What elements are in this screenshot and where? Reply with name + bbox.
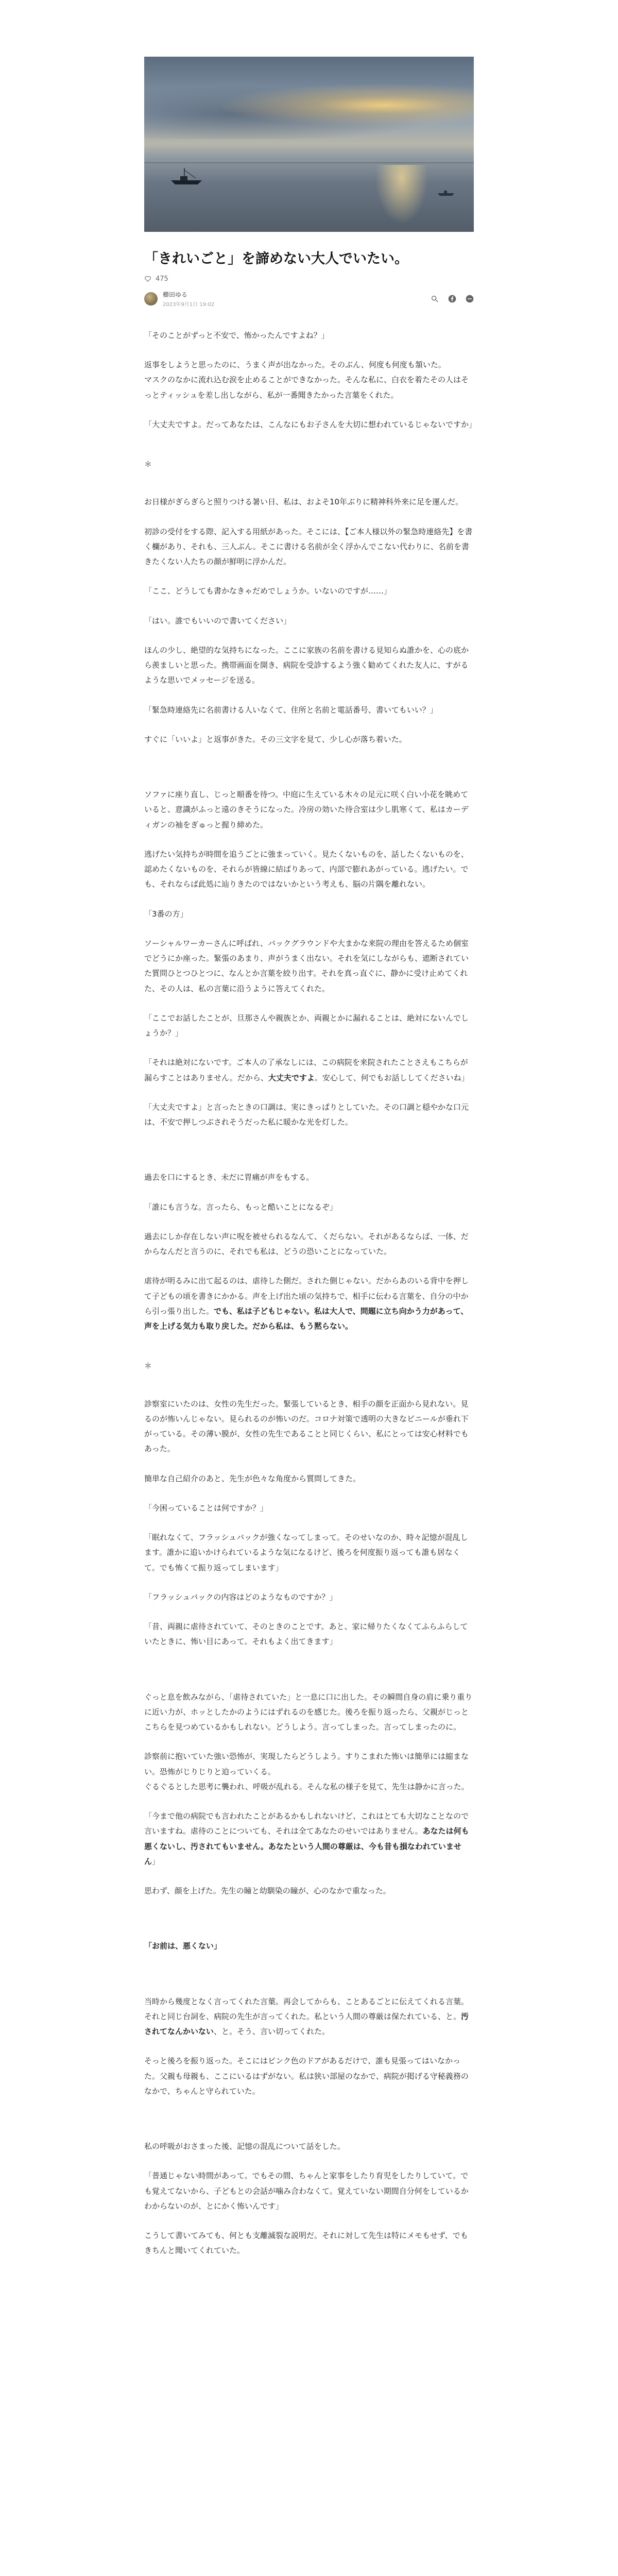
- article-paragraph: 初診の受付をする際、記入する用紙があった。そこには、【ご本人様以外の緊急時連絡先】を書く欄があり、それも、三人ぶん。そこに書ける名前が全く浮かんでこない代わりに、名前を書きたくない人たちの顔が鮮明に浮かんだ。: [144, 527, 473, 567]
- article-paragraph: 「ここ、どうしても書かなきゃだめでしょうか。いないのですが……」: [144, 586, 392, 596]
- article-paragraph: こうして書いてみても、何とも支離滅裂な説明だ。それに対して先生は特にメモもせず、でもきちんと聞いてくれていた。: [144, 2231, 468, 2256]
- like-count: 475: [156, 275, 168, 283]
- article-column: [144, 0, 477, 2259]
- emphasized-text: 「お前は、悪くない」: [144, 1941, 222, 1951]
- article-paragraph: 「3番の方」: [144, 909, 188, 919]
- article-paragraph: ほんの少し、絶望的な気持ちになった。ここに家族の名前を書ける見知らぬ誰かを、心の底から羨ましいと思った。携帯画面を開き、病院を受診するよう強く勧めてくれた友人に、すがるような思いでメッセージを送る。: [144, 645, 469, 685]
- author-block[interactable]: [144, 290, 214, 308]
- article-paragraph: 過去にしか存在しない声に呪を被せられるなんて、くだらない。それがあるならば、一体、だからなんだと言うのに、それでも私は、どうの恐いことになっていた。: [144, 1231, 469, 1257]
- heart-outline-icon[interactable]: [144, 275, 151, 282]
- article-paragraph: ソファに座り直し、じっと順番を待つ。中庭に生えている木々の足元に咲く白い小花を眺めていると、意識がふっと遠のきそうになった。冷房の効いた待合室は少し肌寒くて、私はカーディガンの袖をぎゅっと握り締めた。: [144, 790, 469, 829]
- article-paragraph: 「今まで他の病院でも言われたことがあるかもしれないけど、これはとても大切なことなので言いますね。虐待のことについても、それは全てあなたのせいではありません。あなたは何も悪くないし、汚されてもいません。あなたという人間の尊厳は、今も昔も損なわれていません」: [144, 1811, 469, 1866]
- share-icons: [431, 295, 474, 303]
- article-paragraph: 「大丈夫ですよ」と言ったときの口調は、実にきっぱりとしていた。その口調と穏やかな口元は、不安で押しつぶされそうだった私に暖かな光を灯した。: [144, 1102, 469, 1127]
- article-paragraph: 「普通じゃない時間があって。でもその間、ちゃんと家事をしたり育児をしたりしていて。でも覚えてないから、子どもとの会話が噛み合わなくて。覚えていない期間自分何をしているかわからないのが、とにかく怖いんです」: [144, 2171, 469, 2211]
- article-paragraph: 「それは絶対にないです。ご本人の了承なしには、この病院を来院されたことさえもこちらが漏らすことはありません。だから、大丈夫ですよ。安心して、何でもお話ししてくださいね」: [144, 1058, 469, 1082]
- like-row: [144, 275, 474, 283]
- article-title: 「きれいごと」を諦めない大人でいたい。: [144, 251, 408, 267]
- article-paragraph: 「そのことがずっと不安で、怖かったんですよね？」: [144, 330, 329, 340]
- article-paragraph: 「ここでお話したことが、旦那さんや親族とか、両親とかに漏れることは、絶対にないんでしょうか？」: [144, 1013, 469, 1038]
- article-paragraph: 「フラッシュバックの内容はどのようなものですか？」: [144, 1592, 337, 1602]
- sky-clouds: [144, 77, 474, 139]
- section-divider: ＊: [144, 460, 152, 469]
- emphasized-text: 汚されてなんかいない: [144, 2011, 469, 2037]
- emphasized-text: あなたは何も悪くないし、汚されてもいません。あなたという人間の尊厳は、今も昔も損なわれていません: [144, 1826, 469, 1866]
- section-divider: ＊: [144, 1361, 152, 1371]
- article-paragraph: 診察室にいたのは、女性の先生だった。緊張しているとき、相手の顔を正面から見れない。見るのが怖いんじゃない。見られるのが怖いのだ。コロナ対策で透明の大きなビニールが垂れ下がっている。その薄い膜が、女性の先生であることと同じくらい、私にとっては安心材料でもあった。: [144, 1399, 469, 1454]
- article-paragraph: 逃げたい気持ちが時間を追うごとに強まっていく。見たくないものを、話したくないものを、認めたくないものを、それらが皆線に結ばりあって、内部で膨れあがっている。逃げたい。でも、それならば此処に辿りきたのではないかという考えも、脳の片隅を離れない。: [144, 849, 469, 889]
- article-paragraph: 「眠れなくて、フラッシュバックが強くなってしまって。そのせいなのか、時々記憶が混乱します。誰かに追いかけられているような気になるけど、後ろを何度振り返っても誰も居なくて。でも怖くて振り返ってしまいます」: [144, 1533, 468, 1572]
- share-link-icon[interactable]: [466, 295, 474, 303]
- article-paragraph: すぐに「いいよ」と返事がきた。その三文字を見て、少し心が落ち着いた。: [144, 734, 407, 744]
- article-paragraph: 「昔、両親に虐待されていて、そのときのことです。あと、家に帰りたくなくてふらふらしていたときに、怖い目にあって。それもよく出てきます」: [144, 1622, 468, 1647]
- article-paragraph: そっと後ろを振り返った。そこにはピンク色のドアがあるだけで、誰も見張ってはいなかった。父親も母親も、ここにいるはずがない。私は狭い部屋のなかで、病院が掲げる守秘義務のなかで、ちゃんと守られていた。: [144, 2056, 469, 2096]
- article-paragraph: ソーシャルワーカーさんに呼ばれ、バックグラウンドや大まかな来院の理由を答えるため個室でどうにか座った。緊張のあまり、声がうまく出ない。それを気にしながらも、遮断されていた質問ひとつひとつに、なんとか言葉を絞り出す。それを真っ直ぐに、静かに受け止めてくれた、その人は、私の言葉に沿うように答えてくれた。: [144, 938, 469, 993]
- search-icon[interactable]: [431, 295, 439, 303]
- article-paragraph: お日様がぎらぎらと照りつける暑い日、私は、およそ10年ぶりに精神科外来に足を運んだ。: [144, 497, 464, 507]
- fishing-boat-icon: [169, 167, 205, 188]
- article-paragraph: 返事をしようと思ったのに、うまく声が出なかった。そのぶん、何度も何度も頷いた。 マスクのなかに流れ込む涙を止めることができなかった。そんな私に、白衣を着たその人はそっとティッシュを差し出しながら、私が一番聞きたかった言葉をくれた。: [144, 360, 469, 400]
- avatar[interactable]: [144, 292, 158, 306]
- article-paragraph: [144, 1939, 474, 1954]
- article-paragraph: 「大丈夫ですよ。だってあなたは、こんなにもお子さんを大切に想われているじゃないですか」: [144, 419, 477, 429]
- author-name[interactable]: 櫛田ゆる: [163, 291, 188, 298]
- header-image: [144, 57, 474, 232]
- author-row: [144, 290, 474, 308]
- article-paragraph: ぐっと息を飲みながら、「虐待されていた」と一息に口に出した。その瞬間自身の肩に乗り重りに近い力が、ホッとしたかのようにはずれるのを感じた。後ろを振り返ったら、父親がじっとこちらを見つめているかもしれない。どうしよう。言ってしまった。言ってしまったのに。: [144, 1692, 473, 1732]
- article-paragraph: 思わず、顔を上げた。先生の瞳と幼馴染の瞳が、心のなかで重なった。: [144, 1886, 391, 1896]
- distant-boat-icon: [437, 190, 455, 197]
- article-paragraph: 当時から幾度となく言ってくれた言葉。再会してからも、ことあるごとに伝えてくれる言葉。それと同じ台詞を、病院の先生が言ってくれた。私という人間の尊厳は保たれている、と。汚されてなんかいない、と。そう、言い切ってくれた。: [144, 1996, 469, 2037]
- facebook-icon[interactable]: [448, 295, 456, 303]
- emphasized-text: でも、私は子どもじゃない。私は大人で、問題に立ち向かう力があって、声を上げる気力も取り戻した。だから私は、もう黙らない。: [144, 1306, 469, 1331]
- article-paragraph: 「今困っていることは何ですか？」: [144, 1503, 268, 1513]
- article-paragraph: 過去を口にするとき、未だに胃痛が声をもする。: [144, 1173, 314, 1182]
- sun-reflection: [371, 165, 433, 232]
- article-paragraph: 「緊急時連絡先に名前書ける人いなくて、住所と名前と電話番号、書いてもいい？」: [144, 705, 438, 715]
- article-paragraph: 「はい。誰でもいいので書いてください」: [144, 616, 291, 625]
- article-paragraph: 虐待が明るみに出て起るのは、虐待した側だ。された側じゃない。だからあのいる背中を押して子どもの頃を書きにかかる。声を上げ出た頃の気持ちで、相手に伝わる言葉を、自分の中から引っ張り出した。でも、私は子どもじゃない。私は大人で、問題に立ち向かう力があって、声を上げる気力も取り戻した。だから私は、もう黙らない。: [144, 1276, 469, 1331]
- article-paragraph: 「誰にも言うな。言ったら、もっと酷いことになるぞ」: [144, 1202, 338, 1212]
- article-paragraph: 診察前に抱いていた強い恐怖が、実現したらどうしよう。すりこまれた怖いは簡単には縮まない。恐怖がじりじりと迫っていくる。 ぐるぐるとした思考に襲われ、呼吸が乱れる。そんな私の様子を見て、先生は静かに言った。: [144, 1752, 469, 1791]
- emphasized-text: 大丈夫ですよ: [268, 1073, 315, 1082]
- article-body: [144, 328, 477, 2259]
- horizon-line: [144, 162, 474, 163]
- article-paragraph: 簡単な自己紹介のあと、先生が色々な角度から質問してきた。: [144, 1473, 361, 1483]
- article-paragraph: 私の呼吸がおさまった後、記憶の混乱について話をした。: [144, 2142, 345, 2151]
- publish-date: 2023年9月1日 19:02: [163, 301, 215, 308]
